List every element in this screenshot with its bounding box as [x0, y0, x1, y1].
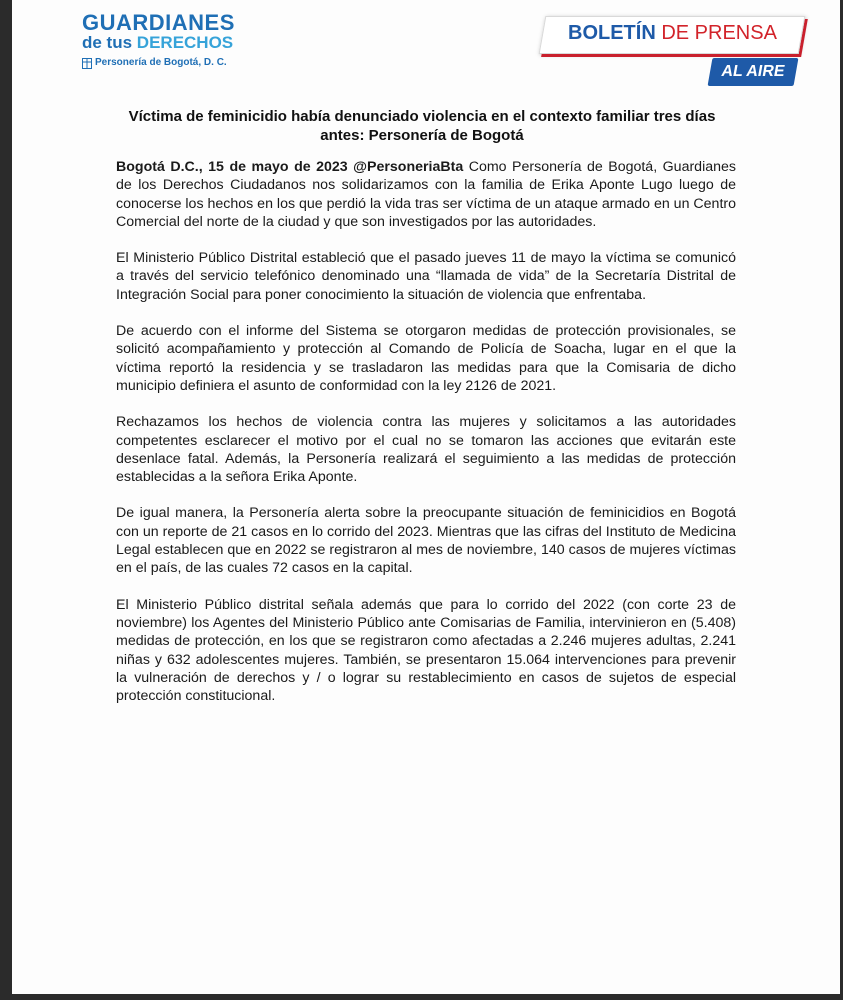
- logo-title: GUARDIANES: [82, 10, 235, 35]
- logo-subtitle: [82, 33, 233, 52]
- paragraph: De acuerdo con el informe del Sistema se otorgaron medidas de protección provisionales, se solicitó acompañamiento y protección al Comando de Policía de Soacha, lugar en el que la víctima reportó la residencia y se trasladaron las medidas para que la Comisaria de dicho municipio definiera el asunto de conformidad con la ley 2126 de 2021.: [116, 323, 736, 394]
- paragraph-text: Como Personería de Bogotá, Guardianes de los Derechos Ciudadanos nos solidarizamos con la familia de Erika Aponte Lugo luego de conocerse los hechos en los que perdió la vida tras ser víctima de un ataque armado en un Centro Comercial del norte de la ciudad y que son investigados por las autoridades.: [116, 159, 736, 230]
- banner-title-rest: DE PRENSA: [655, 22, 777, 44]
- banner-title-bold: BOLETÍN: [568, 22, 656, 44]
- logo-subtitle-prefix: de tus: [82, 33, 137, 52]
- dateline: Bogotá D.C., 15 de mayo de 2023 @PersoneriaBta: [116, 159, 464, 175]
- press-bulletin-banner: [542, 12, 807, 92]
- al-aire-badge: AL AIRE: [708, 58, 799, 86]
- logo-entity: [82, 57, 227, 69]
- personeria-logo: [82, 12, 272, 76]
- logo-entity-name: Personería de Bogotá, D. C.: [95, 57, 227, 68]
- press-release-page: [12, 0, 840, 994]
- paragraph: De igual manera, la Personería alerta sobre la preocupante situación de feminicidios en Bogotá con un reporte de 21 casos en lo corrido del 2023. Mientras que las cifras del Instituto de Medicina Legal establecen que en 2022 se registraron al mes de noviembre, 140 casos de mujeres víctimas en el país, de las cuales 72 casos en la capital.: [116, 505, 736, 577]
- paragraph: Rechazamos los hechos de violencia contra las mujeres y solicitamos a las autoridades competentes esclarecer el motivo por el cual no se tomaron las acciones que evitarán este desenlace fatal. Además, la Personería realizará el seguimiento a las medidas de protección establecidas a la señora Erika Aponte.: [116, 414, 736, 486]
- article-body: [116, 158, 736, 723]
- logo-subtitle-emphasis: DERECHOS: [136, 33, 234, 52]
- paragraph: El Ministerio Público distrital señala además que para lo corrido del 2022 (con corte 23 de noviembre) los Agentes del Ministerio Público ante Comisarias de Familia, intervinieron en (5.408) medidas de protección, en los que se registraron como afectadas a 2.246 mujeres adultas, 2.241 niñas y 632 adolescentes mujeres. También, se presentaron 15.064 intervenciones para prevenir la vulneración de derechos y / o lograr su restablecimiento en casos de sujetos de especial protección constitucional.: [116, 596, 736, 705]
- paragraph: [116, 158, 736, 231]
- article-title: Víctima de feminicidio había denunciado violencia en el contexto familiar tres días antes: Personería de Bogotá: [128, 108, 716, 144]
- shield-icon: [82, 58, 92, 69]
- paragraph: El Ministerio Público Distrital estableció que el pasado jueves 11 de mayo la víctima se comunicó a través del servicio telefónico denominado una “llamada de vida” de la Secretaría Distrital de Integración Social para poner conocimiento la situación de violencia que enfrentaba.: [116, 250, 736, 303]
- banner-title: [568, 22, 777, 44]
